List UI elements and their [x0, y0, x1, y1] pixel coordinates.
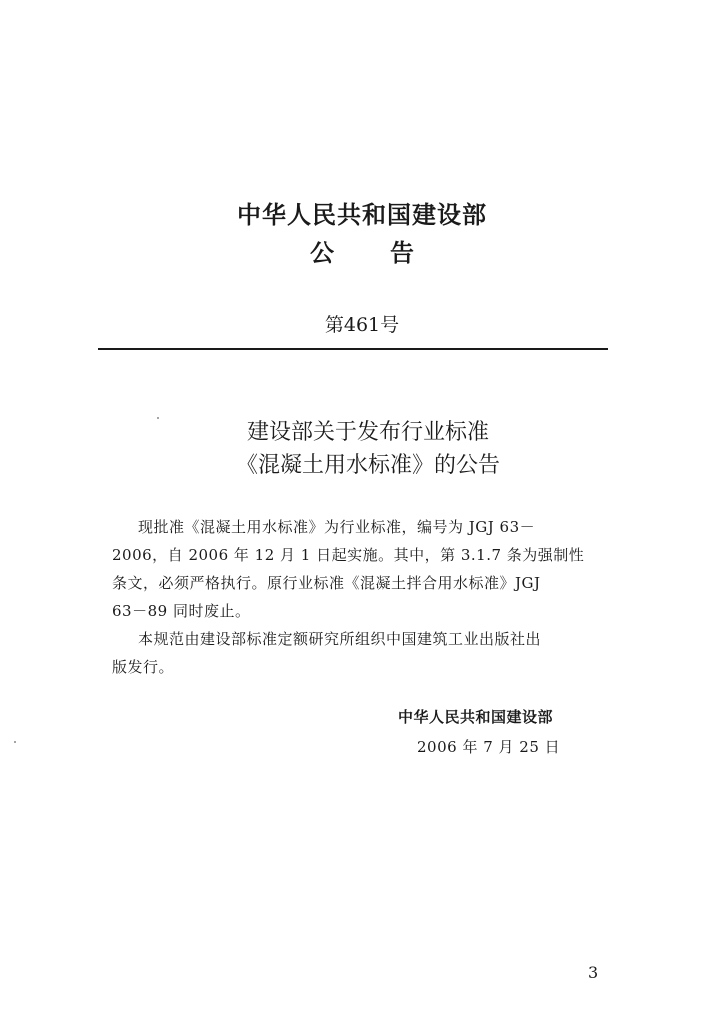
body-line-6: 版发行。 [112, 658, 175, 676]
signature-organization: 中华人民共和国建设部 [398, 708, 554, 726]
issuer-title: 中华人民共和国建设部 [237, 201, 487, 229]
announcement-title-char-2: 告 [390, 239, 414, 267]
body-line-5: 本规范由建设部标准定额研究所组织中国建筑工业出版社出 [138, 630, 542, 648]
header-divider [98, 348, 608, 350]
announcement-title [0, 238, 724, 268]
page-number: 3 [588, 963, 599, 982]
body-line-1: 现批准《混凝土用水标准》为行业标准，编号为 JGJ 63－ [138, 518, 536, 536]
announcement-title-char-1: 公 [310, 239, 334, 267]
scan-speck [14, 741, 16, 743]
heading-line-2: 《混凝土用水标准》的公告 [235, 453, 500, 478]
announcement-number: 第461号 [324, 314, 400, 336]
body-line-3: 条文，必须严格执行。原行业标准《混凝土拌合用水标准》JGJ [112, 574, 541, 592]
heading-line-1: 建设部关于发布行业标准 [246, 420, 489, 445]
body-line-4: 63－89 同时废止。 [112, 602, 251, 620]
body-line-2: 2006，自 2006 年 12 月 1 日起实施。其中，第 3.1.7 条为强制性 [112, 546, 585, 564]
scan-speck [157, 417, 159, 419]
signature-date: 2006 年 7 月 25 日 [417, 738, 561, 756]
